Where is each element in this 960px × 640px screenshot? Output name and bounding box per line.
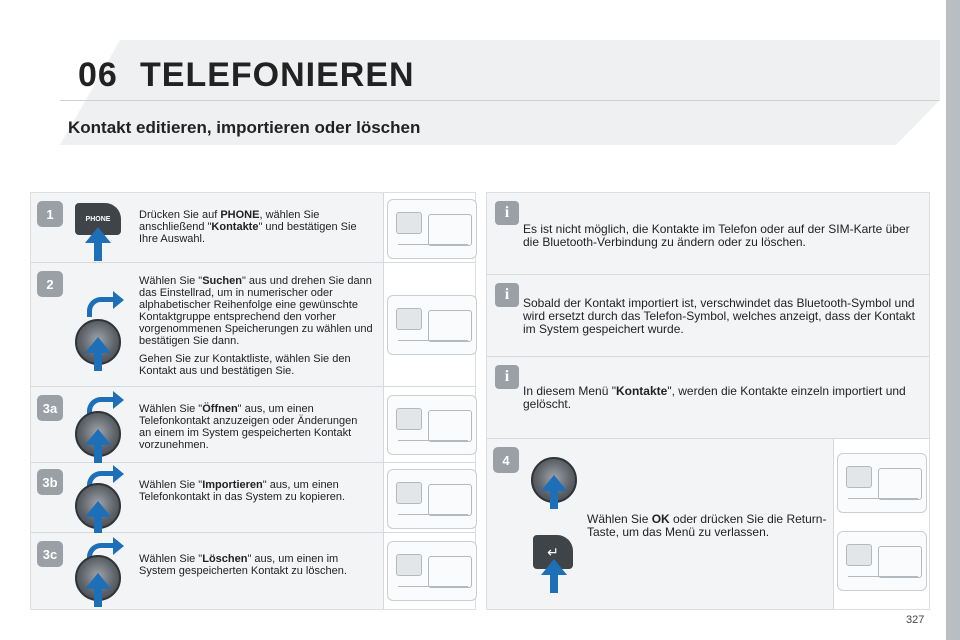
step-extra-text: Gehen Sie zur Kontaktliste, wählen Sie den Kontakt aus und bestätigen Sie. bbox=[139, 353, 351, 377]
rotate-arrow-head bbox=[113, 537, 124, 555]
bold-term: PHONE bbox=[220, 209, 260, 221]
press-arrow-icon bbox=[85, 337, 111, 353]
text-run: , wählen Sie anschließend " bbox=[139, 209, 320, 233]
text-run: Es ist nicht möglich, die Kontakte im Telefon oder auf der SIM-Karte über die Bluetooth-Verbindung zu ändern oder zu löschen. bbox=[523, 222, 910, 249]
bold-term: Kontakte bbox=[615, 384, 668, 398]
step-badge: 4 bbox=[493, 447, 519, 473]
text-run: " aus und drehen Sie dann das Einstellrad, um in numerischer oder alphabetischer Reihenfolge eine gewünschte Kontaktgruppe entsprechend den vorher vorgenommenen Speicherungen zu wählen und bestätigen Sie dann. bbox=[139, 275, 373, 347]
radio-unit-thumbnail bbox=[837, 531, 927, 591]
text-run: ", werden die Kontakte einzeln importiert und gelöscht. bbox=[523, 384, 906, 411]
phone-button-icon: PHONE bbox=[75, 203, 121, 235]
step-text bbox=[139, 479, 355, 503]
step-text bbox=[139, 553, 355, 577]
rotate-arrow-head bbox=[113, 391, 124, 409]
text-run: Sobald der Kontakt importiert ist, verschwindet das Bluetooth-Symbol und wird ersetzt durch das Telefon-Symbol, welches anzeigt, dass der Kontakt im System gespeichert wurde. bbox=[523, 296, 915, 336]
step-badge: 2 bbox=[37, 271, 63, 297]
press-arrow-stem bbox=[94, 589, 102, 607]
radio-unit-thumbnail bbox=[837, 453, 927, 513]
step-row-3c bbox=[31, 533, 475, 609]
step-badge: 3b bbox=[37, 469, 63, 495]
press-arrow-stem bbox=[94, 445, 102, 463]
info-row-2 bbox=[487, 275, 929, 357]
rotate-arrow-head bbox=[113, 465, 124, 483]
info-panel bbox=[486, 192, 930, 610]
step-row-1 bbox=[31, 193, 475, 263]
bold-term: Löschen bbox=[202, 553, 248, 565]
page-number: 327 bbox=[906, 614, 925, 626]
header-rule bbox=[60, 100, 940, 101]
thumb-screen bbox=[396, 554, 422, 576]
step-badge: 3a bbox=[37, 395, 63, 421]
bold-term: Suchen bbox=[202, 275, 242, 287]
step-row-2 bbox=[31, 263, 475, 387]
thumb-screen bbox=[396, 308, 422, 330]
thumb-screen bbox=[396, 212, 422, 234]
press-arrow-stem bbox=[94, 243, 102, 261]
press-arrow-icon bbox=[85, 227, 111, 243]
step-row-4 bbox=[487, 439, 929, 609]
radio-unit-thumbnail bbox=[387, 395, 477, 455]
section-title: Kontakt editieren, importieren oder löschen bbox=[68, 118, 421, 137]
info-row-1 bbox=[487, 193, 929, 275]
step-text bbox=[139, 275, 379, 347]
return-button-icon: ↵ bbox=[533, 535, 573, 569]
thumb-screen bbox=[846, 544, 872, 566]
thumb-keys bbox=[878, 546, 922, 578]
thumb-button-row bbox=[398, 586, 468, 594]
chapter-title: TELEFONIEREN bbox=[140, 56, 415, 94]
thumb-button-row bbox=[398, 440, 468, 448]
step-text bbox=[139, 403, 365, 451]
rotate-arrow-head bbox=[113, 291, 124, 309]
thumb-keys bbox=[428, 484, 472, 516]
thumb-button-row bbox=[398, 514, 468, 522]
thumb-keys bbox=[428, 214, 472, 246]
step-badge: 3c bbox=[37, 541, 63, 567]
text-run: Drücken Sie auf bbox=[139, 209, 221, 221]
thumb-keys bbox=[428, 410, 472, 442]
press-arrow-icon bbox=[541, 559, 567, 575]
page-edge-bar bbox=[946, 0, 960, 640]
info-row-3 bbox=[487, 357, 929, 439]
bold-term: Öffnen bbox=[202, 403, 238, 415]
press-arrow-icon bbox=[85, 429, 111, 445]
thumb-button-row bbox=[398, 244, 468, 252]
step-badge: 1 bbox=[37, 201, 63, 227]
radio-unit-thumbnail bbox=[387, 199, 477, 259]
text-run: Wählen Sie " bbox=[139, 479, 203, 491]
info-text bbox=[523, 385, 919, 411]
bold-term: Kontakte bbox=[211, 221, 259, 233]
thumb-screen bbox=[846, 466, 872, 488]
thumb-keys bbox=[428, 310, 472, 342]
text-run: oder drücken Sie die Return-Taste, um das Menü zu verlassen. bbox=[587, 512, 827, 539]
thumb-button-row bbox=[398, 340, 468, 348]
thumb-screen bbox=[396, 408, 422, 430]
steps-panel bbox=[30, 192, 476, 610]
step-row-3a bbox=[31, 387, 475, 463]
info-icon: i bbox=[495, 365, 519, 389]
press-arrow-stem bbox=[94, 353, 102, 371]
text-run: " aus, um einen im System gespeicherten Kontakt zu löschen. bbox=[139, 553, 347, 577]
text-run: Wählen Sie " bbox=[139, 403, 203, 415]
text-run: Wählen Sie bbox=[587, 512, 652, 526]
radio-unit-thumbnail bbox=[387, 469, 477, 529]
text-run: " aus, um einen Telefonkontakt in das System zu kopieren. bbox=[139, 479, 346, 503]
info-icon: i bbox=[495, 283, 519, 307]
text-run: In diesem Menü " bbox=[523, 384, 616, 398]
press-arrow-stem bbox=[94, 515, 102, 533]
info-text bbox=[523, 297, 919, 336]
press-arrow-stem bbox=[550, 575, 558, 593]
info-text bbox=[523, 223, 919, 249]
bold-term: OK bbox=[651, 512, 670, 526]
text-run: Wählen Sie " bbox=[139, 275, 203, 287]
text-run: " aus, um einen Telefonkontakt anzuzeigen oder Änderungen an einem im System gespeicherten Kontakt vorzunehmen. bbox=[139, 403, 358, 451]
radio-unit-thumbnail bbox=[387, 295, 477, 355]
thumb-keys bbox=[428, 556, 472, 588]
text-run: " und bestätigen Sie Ihre Auswahl. bbox=[139, 221, 357, 245]
chapter-number: 06 bbox=[78, 56, 118, 94]
step-text bbox=[139, 209, 375, 245]
step-text bbox=[587, 513, 831, 539]
thumb-button-row bbox=[848, 576, 918, 584]
thumb-button-row bbox=[848, 498, 918, 506]
press-arrow-stem bbox=[550, 491, 558, 509]
radio-unit-thumbnail bbox=[387, 541, 477, 601]
press-arrow-icon bbox=[541, 475, 567, 491]
thumb-screen bbox=[396, 482, 422, 504]
info-icon: i bbox=[495, 201, 519, 225]
step-row-3b bbox=[31, 463, 475, 533]
bold-term: Importieren bbox=[202, 479, 263, 491]
thumb-keys bbox=[878, 468, 922, 500]
press-arrow-icon bbox=[85, 573, 111, 589]
text-run: Wählen Sie " bbox=[139, 553, 203, 565]
